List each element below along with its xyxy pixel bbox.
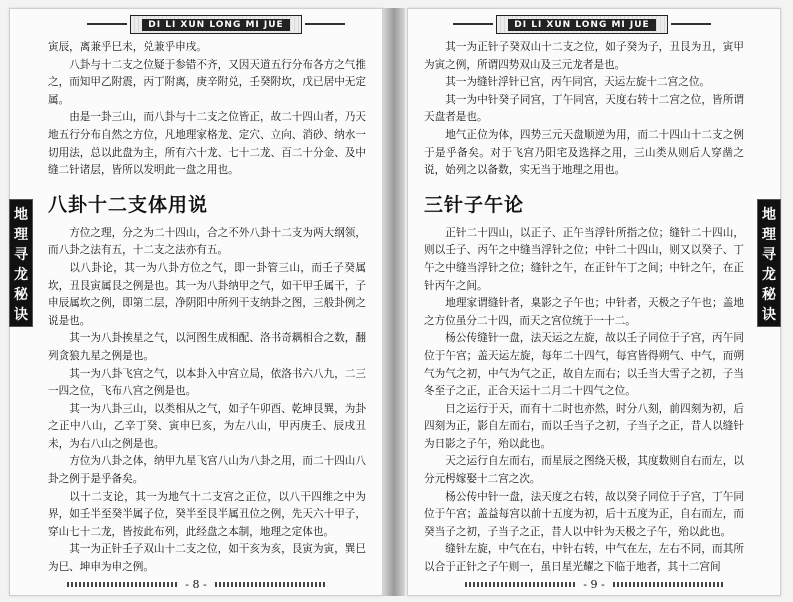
side-tab-char: 秘 bbox=[762, 287, 776, 303]
section-title: 三针子午论 bbox=[424, 193, 525, 216]
side-tab-char: 寻 bbox=[14, 247, 28, 263]
paragraph: 其一为缝针浮针已宫，丙午同宫，天运左旋十二宫之位。 bbox=[445, 76, 711, 89]
side-tab-char: 诀 bbox=[762, 307, 776, 323]
paragraph: 地理家谓缝针者，臬影之子午也；中针者，天极之子午也；盖地之方位虽分二十四，而天之宫位统于一十二。 bbox=[424, 297, 744, 327]
page-number: - 8 - bbox=[10, 578, 382, 591]
side-tab-char: 龙 bbox=[762, 267, 776, 283]
side-tab-char: 地 bbox=[762, 207, 776, 223]
paragraph: 正针二十四山，以正子、正午当浮针所指之位；缝针二十四山，则以壬子、丙午之中缝当浮针之位；中针二十四山，则又以癸子、丁午之中缝当浮针之位；缝针之午，在正针午丁之间；中针之午，在正针丙午之间。 bbox=[424, 226, 744, 292]
side-tab-char: 理 bbox=[14, 227, 28, 243]
paragraph: 方位之理，分之为二十四山，合之不外八卦十二支为两大纲领，而八卦之法有五，十二支之法亦有五。 bbox=[48, 226, 366, 257]
paragraph: 以八卦论，其一为八卦方位之气，即一卦管三山，而壬子癸属坎，丑艮寅属艮之例是也。其一为八卦纳甲之气，如干甲壬属干，子申辰属坎之例，即第二层，净阴阳中所列干支纳卦之图，三般卦例之说是也。 bbox=[48, 261, 366, 327]
side-tab-char: 地 bbox=[14, 207, 28, 223]
paragraph: 杨公传中针一盘，法天度之右转，故以癸子同位于子宫，丁午同位于午宫；盖益每宫以前十五度为初，后十五度为正，自右而左，而癸当子之初，子当子之正，昔人以中针为天极之子午，殆以此也。 bbox=[424, 490, 744, 538]
side-tab-char: 理 bbox=[762, 227, 776, 243]
side-tab-char: 龙 bbox=[14, 267, 28, 283]
paragraph: 天之运行自左而右，而星辰之图绕天极，其度数则自右而左，以分元枵嫁娶十二宫之次。 bbox=[424, 455, 744, 486]
paragraph: 由是一卦三山，而八卦与十二支之位皆正，故二十四山者，乃天地五行分布自然之方位，凡地理家格龙、定穴、立向、消砂、纳水一切用法，总以此盘为主，所有六十龙、七十二龙、百二十分金、及中缝二针诸层，皆所以发明此一盘之用也。 bbox=[48, 111, 366, 177]
paragraph: 其一为正针子癸双山十二支之位，如子癸为子，丑艮为丑，寅甲为寅之例，所谓四势双山及三元龙者是也。 bbox=[424, 41, 744, 71]
paragraph: 杨公传缝针一盘，法天运之左旋，故以壬子同位于子宫，丙午同位于午宫；盖天运左旋，每年二十四气，每宫皆得朔气、中气，而朔气为气之初，中气为气之正，故自左而右；以壬当大雪子之初，子当冬至子之正，正合天运十二月二十四气之位。 bbox=[424, 332, 744, 398]
running-header: DI LI XUN LONG MI JUE bbox=[130, 15, 302, 34]
paragraph: 方位为八卦之体，纳甲九星飞宫八山为八卦之用，而二十四山八卦之例于是乎备矣。 bbox=[48, 455, 366, 486]
paragraph: 其一为八卦飞宫之气，以本卦入中宫立局，依洛书六八九，二三一四之位，飞布八宫之例是也。 bbox=[48, 367, 366, 398]
page-number: - 9 - bbox=[408, 578, 780, 591]
side-tab bbox=[757, 199, 781, 327]
running-header: DI LI XUN LONG MI JUE bbox=[496, 15, 668, 34]
right-body bbox=[424, 39, 744, 577]
paragraph: 八卦与十二支之位疑于参错不齐，又因天道五行分布各方之气推之，而知甲乙附震，丙丁附离，庚辛附兑，壬癸附坎，戊已居中无定属。 bbox=[48, 58, 366, 106]
paragraph: 其一为八卦挨星之气，以河图生成相配、洛书奇耦相合之数，翻列贪狼九星之例是也。 bbox=[48, 332, 366, 362]
right-page bbox=[407, 8, 781, 596]
side-tab-char: 秘 bbox=[14, 287, 28, 303]
book-spine bbox=[383, 8, 405, 596]
paragraph: 其一为八卦三山，以类相从之气，如子午卯酉、乾坤艮巽，为卦之正中八山，乙辛丁癸、寅申巳亥，为左八山，甲丙庚壬、辰戌丑未，为右八山之例是也。 bbox=[48, 402, 366, 450]
paragraph: 日之运行于天，而有十二时也亦然，时分八刻，前四刻为初，后四刻为正，影自左而右，而以壬当子之初，子当子之正，昔人以缝针为日影之子午，殆以此也。 bbox=[424, 402, 744, 450]
left-page bbox=[9, 8, 383, 596]
side-tab-char: 诀 bbox=[14, 307, 28, 323]
left-body bbox=[48, 39, 366, 577]
section-title: 八卦十二支体用说 bbox=[48, 193, 209, 216]
paragraph: 寅辰，离兼乎巳未，兑兼乎申戌。 bbox=[48, 41, 207, 53]
paragraph: 以十二支论，其一为地气十二支宫之正位，以八干四维之中为界，如壬半至癸半属子位，癸半至艮半属丑位之例，先天六十甲子，穿山七十二龙，皆按此布列，此经盘之本制，地理之定体也。 bbox=[48, 490, 366, 538]
paragraph: 地气正位为体，四势三元天盘顺逆为用，而二十四山十二支之例于是乎备矣。对于飞宫乃阳宅及选择之用，三山类从则后人穿凿之说，始列之以备数，实无当于地理之用也。 bbox=[424, 128, 744, 177]
paragraph: 缝针左旋，中气在右，中针右转，中气在左，左右不同，而其所以合于正针之子午则一，虽日星光耀之下临于地者，其十二宫间 bbox=[424, 543, 744, 574]
side-tab-char: 寻 bbox=[762, 247, 776, 263]
paragraph: 其一为中针癸子同宫，丁午同宫，天度右转十二宫之位，皆所谓天盘者是也。 bbox=[424, 93, 744, 124]
paragraph: 其一为正针壬子双山十二支之位，如干亥为亥，艮寅为寅，巽巳为巳、坤申为申之例。 bbox=[48, 543, 366, 574]
side-tab bbox=[9, 199, 33, 327]
